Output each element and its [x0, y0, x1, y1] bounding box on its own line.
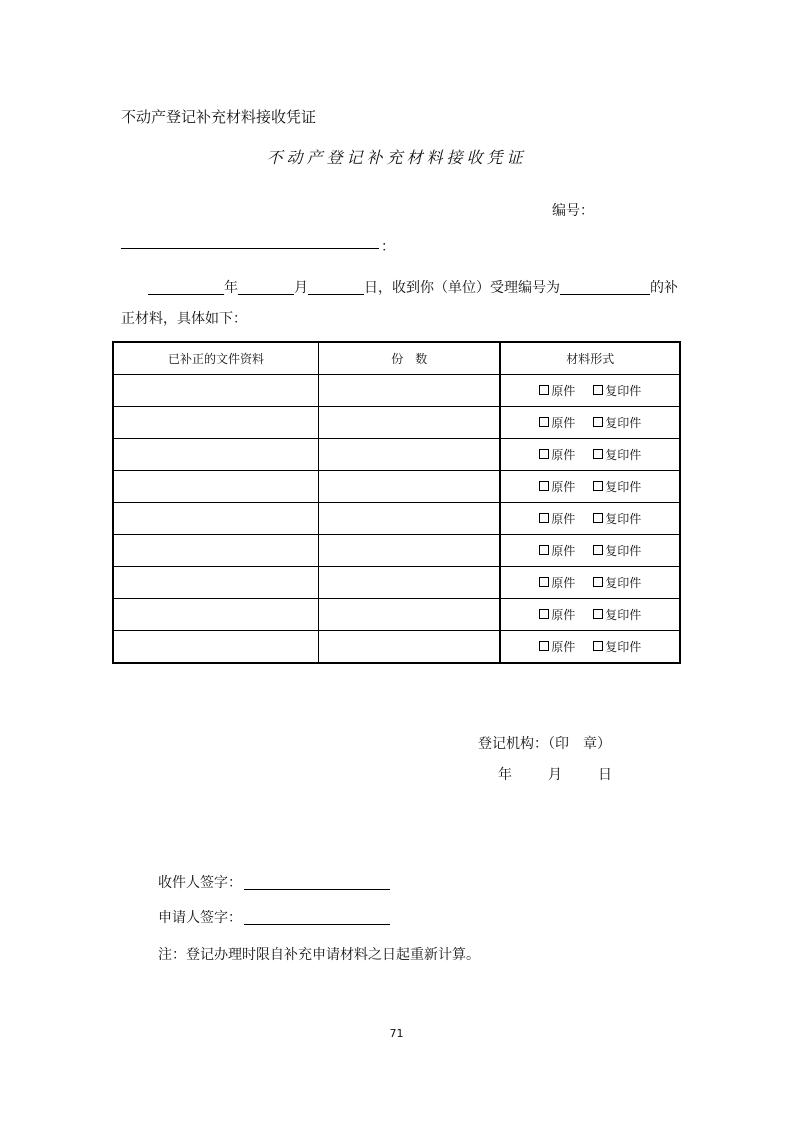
original-option[interactable]	[539, 542, 575, 559]
document-cell[interactable]	[113, 631, 319, 664]
copy-option[interactable]	[593, 382, 641, 399]
material-form-cell	[500, 599, 680, 631]
month-label: 月	[294, 280, 308, 296]
table-row	[113, 407, 680, 439]
copies-cell[interactable]	[319, 407, 501, 439]
footnote: 注：登记办理时限自补充申请材料之日起重新计算。	[158, 947, 480, 963]
material-form-cell	[500, 535, 680, 567]
applicant-signature-label: 申请人签字：	[158, 910, 242, 926]
table-row	[113, 567, 680, 599]
copies-cell[interactable]	[319, 439, 501, 471]
material-form-cell	[500, 503, 680, 535]
checkbox-icon[interactable]	[539, 385, 549, 395]
copy-option[interactable]	[593, 606, 641, 623]
applicant-signature	[158, 907, 390, 927]
seal-day-label: 日	[598, 767, 612, 783]
document-cell[interactable]	[113, 599, 319, 631]
original-label: 原件	[551, 544, 576, 558]
checkbox-icon[interactable]	[539, 481, 549, 491]
checkbox-icon[interactable]	[593, 449, 603, 459]
original-option[interactable]	[539, 446, 575, 463]
table-header-row	[113, 342, 680, 375]
day-blank[interactable]	[308, 280, 364, 295]
checkbox-icon[interactable]	[593, 513, 603, 523]
receiver-signature	[158, 872, 390, 892]
checkbox-icon[interactable]	[593, 545, 603, 555]
document-heading: 不动产登记补充材料接收凭证	[121, 108, 317, 126]
copies-cell[interactable]	[319, 535, 501, 567]
table-row	[113, 535, 680, 567]
material-form-cell	[500, 375, 680, 407]
copies-cell[interactable]	[319, 471, 501, 503]
material-form-cell	[500, 407, 680, 439]
header-documents: 已补正的文件资料	[113, 342, 319, 375]
document-cell[interactable]	[113, 375, 319, 407]
intro-suffix: 的补	[650, 280, 678, 296]
original-option[interactable]	[539, 382, 575, 399]
page-number: 71	[389, 1027, 404, 1040]
material-form-cell	[500, 471, 680, 503]
material-form-cell	[500, 567, 680, 599]
original-label: 原件	[551, 608, 576, 622]
copy-label: 复印件	[605, 640, 642, 654]
copies-cell[interactable]	[319, 503, 501, 535]
receiver-signature-label: 收件人签字：	[158, 875, 242, 891]
year-blank[interactable]	[148, 280, 224, 295]
copy-option[interactable]	[593, 478, 641, 495]
checkbox-icon[interactable]	[539, 577, 549, 587]
recipient-name-blank[interactable]	[121, 234, 379, 249]
serial-number-label: 编号：	[552, 203, 594, 219]
original-label: 原件	[551, 512, 576, 526]
original-label: 原件	[551, 480, 576, 494]
copy-label: 复印件	[605, 448, 642, 462]
intro-line-2: 正材料，具体如下：	[121, 311, 247, 327]
copies-cell[interactable]	[319, 567, 501, 599]
checkbox-icon[interactable]	[593, 385, 603, 395]
original-option[interactable]	[539, 638, 575, 655]
material-form-cell	[500, 631, 680, 664]
copies-cell[interactable]	[319, 375, 501, 407]
checkbox-icon[interactable]	[539, 417, 549, 427]
checkbox-icon[interactable]	[539, 641, 549, 651]
copy-label: 复印件	[605, 608, 642, 622]
table-row	[113, 375, 680, 407]
copy-label: 复印件	[605, 512, 642, 526]
copy-label: 复印件	[605, 576, 642, 590]
table-row	[113, 439, 680, 471]
seal-year-label: 年	[498, 767, 512, 783]
receiver-signature-blank[interactable]	[244, 875, 390, 890]
header-copies: 份 数	[319, 342, 501, 375]
materials-table	[112, 341, 681, 664]
copy-option[interactable]	[593, 542, 641, 559]
checkbox-icon[interactable]	[593, 641, 603, 651]
original-label: 原件	[551, 640, 576, 654]
copy-option[interactable]	[593, 414, 641, 431]
original-label: 原件	[551, 576, 576, 590]
checkbox-icon[interactable]	[539, 449, 549, 459]
header-material-form: 材料形式	[500, 342, 680, 375]
seal-month-label: 月	[548, 767, 562, 783]
copies-cell[interactable]	[319, 599, 501, 631]
original-label: 原件	[551, 448, 576, 462]
applicant-signature-blank[interactable]	[244, 910, 390, 925]
copy-option[interactable]	[593, 574, 641, 591]
year-label: 年	[224, 280, 238, 296]
copy-label: 复印件	[605, 480, 642, 494]
copy-option[interactable]	[593, 446, 641, 463]
recipient-colon: ：	[381, 239, 395, 255]
day-received-text: 日，收到你（单位）受理编号为	[364, 280, 560, 296]
table-row	[113, 599, 680, 631]
checkbox-icon[interactable]	[593, 481, 603, 491]
month-blank[interactable]	[238, 280, 294, 295]
table-row	[113, 503, 680, 535]
acceptance-number-blank[interactable]	[560, 280, 650, 295]
document-cell[interactable]	[113, 407, 319, 439]
checkbox-icon[interactable]	[593, 417, 603, 427]
original-label: 原件	[551, 416, 576, 430]
table-row	[113, 471, 680, 503]
document-cell[interactable]	[113, 535, 319, 567]
form-title: 不动产登记补充材料接收凭证	[266, 148, 527, 167]
checkbox-icon[interactable]	[539, 609, 549, 619]
copies-cell[interactable]	[319, 631, 501, 664]
copy-label: 复印件	[605, 416, 642, 430]
document-cell[interactable]	[113, 503, 319, 535]
original-option[interactable]	[539, 478, 575, 495]
checkbox-icon[interactable]	[593, 577, 603, 587]
document-cell[interactable]	[113, 471, 319, 503]
copy-label: 复印件	[605, 544, 642, 558]
original-option[interactable]	[539, 510, 575, 527]
copy-option[interactable]	[593, 638, 641, 655]
original-label: 原件	[551, 384, 576, 398]
material-form-cell	[500, 439, 680, 471]
seal-date	[498, 764, 612, 784]
original-option[interactable]	[539, 414, 575, 431]
checkbox-icon[interactable]	[593, 609, 603, 619]
original-option[interactable]	[539, 606, 575, 623]
document-cell[interactable]	[113, 439, 319, 471]
copy-option[interactable]	[593, 510, 641, 527]
copy-label: 复印件	[605, 384, 642, 398]
registration-agency-seal: 登记机构：（印 章）	[478, 736, 611, 752]
checkbox-icon[interactable]	[539, 513, 549, 523]
intro-line-1	[148, 277, 678, 297]
original-option[interactable]	[539, 574, 575, 591]
table-row	[113, 631, 680, 664]
checkbox-icon[interactable]	[539, 545, 549, 555]
document-cell[interactable]	[113, 567, 319, 599]
